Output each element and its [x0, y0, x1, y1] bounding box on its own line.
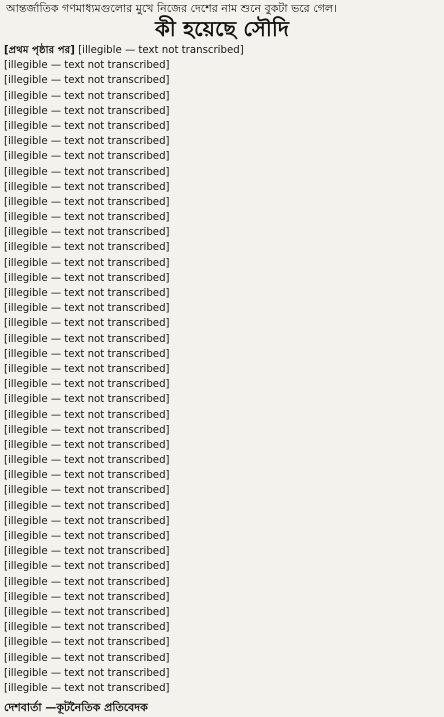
body-line: [illegible — text not transcribed]	[4, 576, 170, 588]
body-line: [illegible — text not transcribed]	[4, 561, 170, 573]
body-line: [illegible — text not transcribed]	[4, 394, 170, 406]
body-line: [illegible — text not transcribed]	[4, 546, 170, 558]
body-line: [illegible — text not transcribed]	[4, 591, 170, 603]
body-line: [illegible — text not transcribed]	[4, 136, 170, 148]
body-line: [illegible — text not transcribed]	[4, 470, 170, 482]
body-line: [illegible — text not transcribed]	[4, 196, 170, 208]
body-line: [illegible — text not transcribed]	[4, 257, 170, 269]
body-line	[4, 43, 440, 58]
byline: দেশবার্তা —কূটনৈতিক প্রতিবেদক	[4, 701, 148, 714]
body-line: [illegible — text not transcribed]	[4, 288, 170, 299]
body-line: [illegible — text not transcribed]	[4, 424, 170, 436]
body-line: [illegible — text not transcribed]	[4, 682, 170, 694]
body-line: [illegible — text not transcribed]	[4, 439, 170, 451]
continuation-prefix: [প্রথম পৃষ্ঠার পর]	[4, 45, 75, 56]
body-line-text: [illegible — text not transcribed]	[78, 45, 244, 56]
body-line: [illegible — text not transcribed]	[4, 303, 170, 315]
body-line: [illegible — text not transcribed]	[4, 181, 170, 193]
body-line: [illegible — text not transcribed]	[4, 606, 170, 618]
body-line: [illegible — text not transcribed]	[4, 637, 170, 649]
body-line: [illegible — text not transcribed]	[4, 318, 170, 330]
body-line: [illegible — text not transcribed]	[4, 348, 170, 360]
body-line: [illegible — text not transcribed]	[4, 652, 170, 664]
body-line: [illegible — text not transcribed]	[4, 151, 170, 163]
body-line: [illegible — text not transcribed]	[4, 242, 170, 254]
body-line: [illegible — text not transcribed]	[4, 363, 170, 375]
previous-article-last-line: আন্তর্জাতিক গণমাধ্যমগুলোর মুখে নিজের দেশের নাম শুনে বুকটা ভরে গেল।	[6, 2, 338, 15]
body-line: [illegible — text not transcribed]	[4, 409, 170, 421]
body-line: [illegible — text not transcribed]	[4, 75, 170, 87]
body-line: [illegible — text not transcribed]	[4, 212, 170, 224]
body-line: [illegible — text not transcribed]	[4, 60, 170, 72]
body-line: [illegible — text not transcribed]	[4, 227, 170, 239]
body-line: [illegible — text not transcribed]	[4, 120, 170, 132]
body-line: [illegible — text not transcribed]	[4, 531, 170, 542]
body-line: [illegible — text not transcribed]	[4, 333, 170, 345]
body-line: [illegible — text not transcribed]	[4, 272, 170, 284]
body-line: [illegible — text not transcribed]	[4, 485, 170, 497]
body-line: [illegible — text not transcribed]	[4, 166, 170, 178]
body-line: [illegible — text not transcribed]	[4, 105, 170, 117]
article-body	[4, 43, 440, 699]
body-line: [illegible — text not transcribed]	[4, 90, 170, 102]
body-line: [illegible — text not transcribed]	[4, 455, 170, 467]
headline: কী হয়েছে সৌদি	[155, 17, 289, 41]
body-line: [illegible — text not transcribed]	[4, 667, 170, 679]
body-line: [illegible — text not transcribed]	[4, 379, 170, 391]
body-line: [illegible — text not transcribed]	[4, 500, 170, 512]
body-line: [illegible — text not transcribed]	[4, 622, 170, 634]
body-line: [illegible — text not transcribed]	[4, 515, 170, 527]
